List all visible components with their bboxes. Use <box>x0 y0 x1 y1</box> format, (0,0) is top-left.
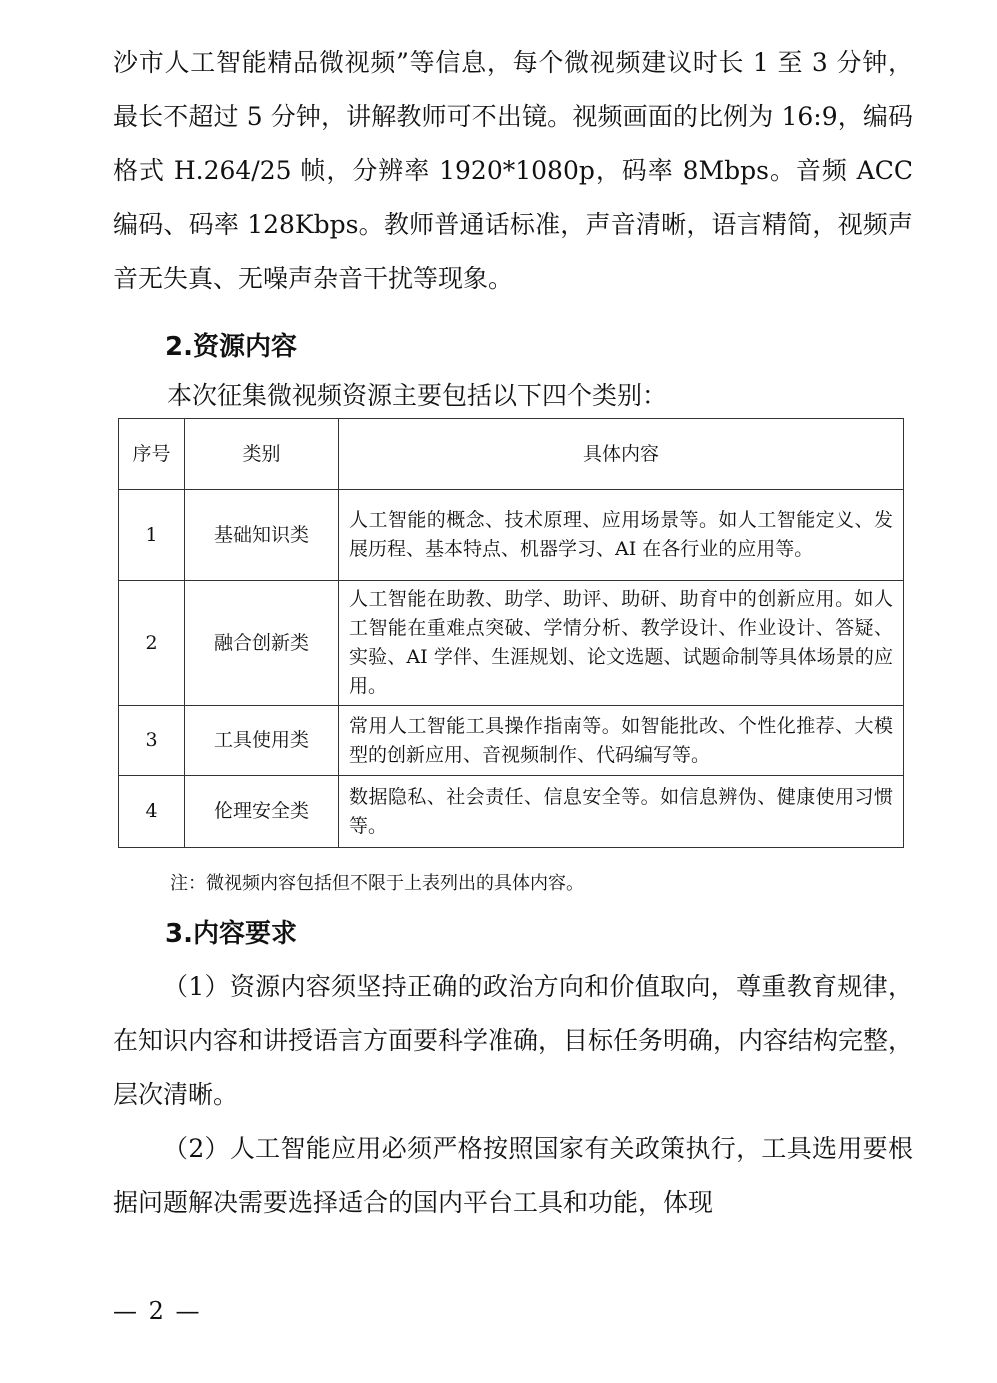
section-3-heading: 3.内容要求 <box>165 919 297 949</box>
header-category: 类别 <box>185 419 339 490</box>
page-number: — 2 — <box>113 1297 202 1325</box>
header-number: 序号 <box>119 419 185 490</box>
category-table <box>118 418 904 848</box>
row-category: 融合创新类 <box>185 581 339 706</box>
table-row <box>119 706 904 776</box>
row-number: 2 <box>119 581 185 706</box>
row-number: 4 <box>119 776 185 848</box>
section-2-intro: 本次征集微视频资源主要包括以下四个类别： <box>167 381 668 410</box>
section-3-paragraph-1: （1）资源内容须坚持正确的政治方向和价值取向，尊重教育规律，在知识内容和讲授语言方面要科学准确，目标任务明确，内容结构完整，层次清晰。 <box>113 972 914 1109</box>
top-paragraph: 沙市人工智能精品微视频”等信息，每个微视频建议时长 1 至 3 分钟，最长不超过 5 分钟，讲解教师可不出镜。视频画面的比例为 16:9，编码格式 H.264/25 帧，分辨率 1920*1080p，码率 8Mbps。音频 ACC 编码、码率 128Kbps。教师普通话标准，声音清晰，语言精简，视频声音无失真、无噪声杂音干扰等现象。 <box>113 48 913 293</box>
table-row <box>119 581 904 706</box>
row-content: 数据隐私、社会责任、信息安全等。如信息辨伪、健康使用习惯等。 <box>339 776 904 848</box>
row-category: 基础知识类 <box>185 490 339 581</box>
table-row <box>119 776 904 848</box>
section-2-heading: 2.资源内容 <box>165 332 297 362</box>
table-row <box>119 490 904 581</box>
header-content: 具体内容 <box>339 419 904 490</box>
row-category: 工具使用类 <box>185 706 339 776</box>
row-category: 伦理安全类 <box>185 776 339 848</box>
table-note: 注：微视频内容包括但不限于上表列出的具体内容。 <box>170 873 584 894</box>
row-content: 常用人工智能工具操作指南等。如智能批改、个性化推荐、大模型的创新应用、音视频制作、代码编写等。 <box>339 706 904 776</box>
table-header-row <box>119 419 904 490</box>
row-number: 3 <box>119 706 185 776</box>
row-number: 1 <box>119 490 185 581</box>
section-3-paragraph-2: （2）人工智能应用必须严格按照国家有关政策执行，工具选用要根据问题解决需要选择适合的国内平台工具和功能，体现 <box>113 1134 913 1217</box>
row-content: 人工智能的概念、技术原理、应用场景等。如人工智能定义、发展历程、基本特点、机器学习、AI 在各行业的应用等。 <box>339 490 904 581</box>
row-content: 人工智能在助教、助学、助评、助研、助育中的创新应用。如人工智能在重难点突破、学情分析、教学设计、作业设计、答疑、实验、AI 学伴、生涯规划、论文选题、试题命制等具体场景的应用。 <box>339 581 904 706</box>
